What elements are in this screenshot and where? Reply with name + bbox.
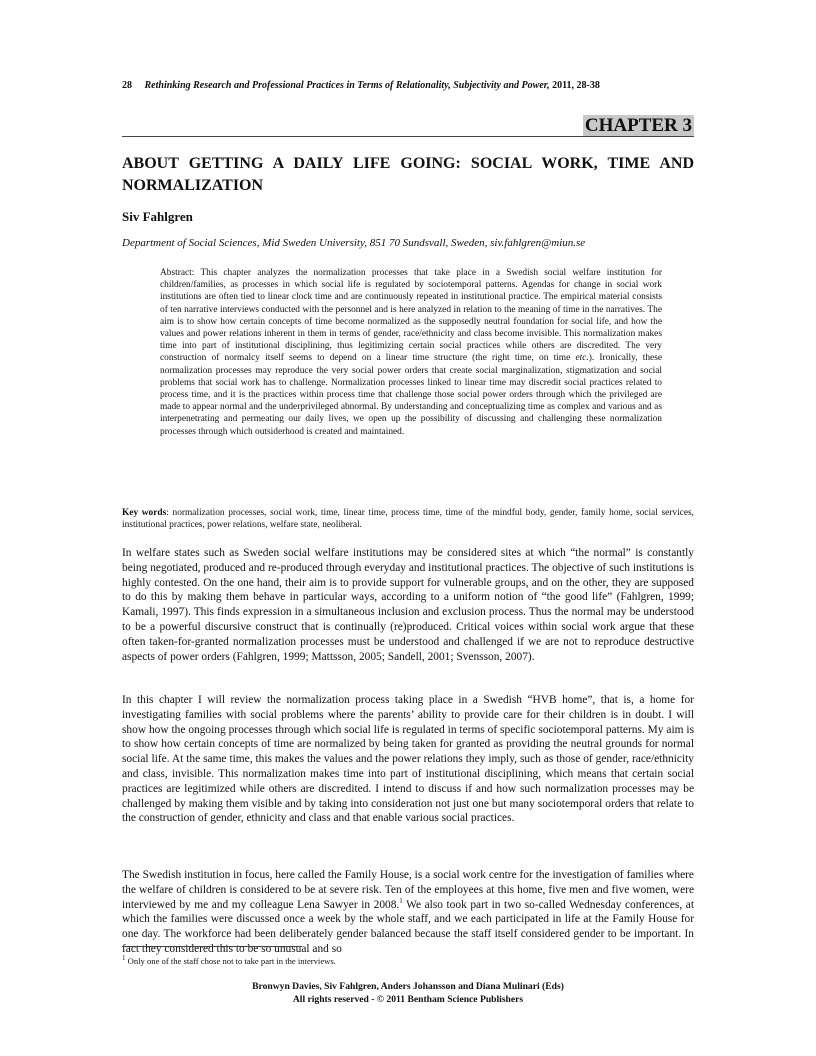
footnote — [122, 956, 336, 966]
chapter-rule — [122, 136, 694, 137]
abstract-etc: etc. — [575, 353, 589, 364]
author-affiliation: Department of Social Sciences, Mid Sweden University, 851 70 Sundsvall, Sweden, siv.fahlgren@miun.se — [122, 237, 586, 249]
chapter-label: CHAPTER 3 — [584, 115, 692, 136]
body-paragraph-1: In welfare states such as Sweden social welfare institutions may be considered sites at which “the normal” is constantly being negotiated, produced and re-produced through everyday and institutional practices. The objective of such institutions is highly contested. On the one hand, their aim is to provide support for vulnerable groups, and on the other, they are supposed to do this by making them behave in particular ways, according to a uniform notion of “the good life” (Fahlgren, 1999; Kamali, 1997). This finds expression in a simultaneous inclusion and exclusion process. Thus the normal may be understood to be a powerful discursive construct that is continually (re)produced. Critical voices within social work argue that these often taken-for-granted normalization processes must be understood and challenged if we are not to reproduce destructive aspects of power orders (Fahlgren, 1999; Mattsson, 2005; Sandell, 2001; Svensson, 2007). — [122, 547, 694, 663]
abstract-text-1: Abstract: This chapter analyzes the normalization processes that take place in a Swedish social welfare institution for children/families, as processes in which social life is regulated by sociotemporal patterns. Agendas for change in social work institutions are often tied to linear clock time and are continuously repeated in institutional practice. The empirical material consists of ten narrative interviews conducted with the personnel and is here analyzed in relation to the meaning of time in the narratives. The aim is to show how certain concepts of time become normalized as the supposedly neutral foundation for social life, and how the values and power relations inherent in them in terms of gender, race/ethnicity and class become invisible. This normalization makes time into part of institutional disciplining, thus legitimizing certain social practices while others are discredited. The very construction of normalcy itself seems to depend on a linear time structure (the right time, on time — [160, 268, 662, 364]
author-name: Siv Fahlgren — [122, 209, 193, 224]
footnote-reference[interactable]: 1 — [399, 896, 403, 905]
journal-title: Rethinking Research and Professional Practices in Terms of Relationality, Subjectivity and Power, — [144, 80, 550, 91]
journal-year-pages: 2011, 28-38 — [549, 80, 600, 91]
footer-copyright: All rights reserved - © 2011 Bentham Science Publishers — [292, 993, 524, 1005]
running-head — [122, 80, 694, 91]
footnote-rule — [122, 946, 302, 947]
footer-editors: Bronwyn Davies, Siv Fahlgren, Anders Johansson and Diana Mulinari (Eds) — [252, 981, 564, 992]
body-paragraph-2: In this chapter I will review the normalization process taking place in a Swedish “HVB home”, that is, a home for investigating families with social problems where the parents’ ability to provide care for their children is in doubt. I will show how the ongoing processes through which social life is regulated in terms of specific sociotemporal patterns. My aim is to show how certain concepts of time are normalized by being taken for granted as providing the neutral grounds for normal social life. At the same time, this makes the values and the power relations they imply, such as those of gender, race/ethnicity and class, invisible. This normalization makes time into part of institutional disciplining, which means that certain social practices are legitimized while others are discredited. I intend to discuss if and how such normalization processes may be challenged by making them visible and by taking into consideration not just one but many sociotemporal orders that relate to the construction of gender, ethnicity and class and that enable various social practices. — [122, 694, 694, 825]
article-title: ABOUT GETTING A DAILY LIFE GOING: SOCIAL WORK, TIME AND NORMALIZATION — [122, 155, 694, 194]
body-paragraph-3-text-b: We also took part in two so-called Wednesday conferences, at which the families were discussed once a week by the whole staff, and we each participated in life at the Family House for one day. The workforce had been deliberately gender balanced because the staff itself considered gender to be important. In fact they considered this to be so unusual and so — [122, 898, 694, 955]
keywords-label: Key words — [122, 508, 167, 518]
page-footer — [122, 981, 694, 1006]
abstract — [160, 267, 662, 438]
keywords-text: : normalization processes, social work, time, linear time, process time, time of the mindful body, gender, family home, social services, institutional practices, power relations, welfare state, neoliberal. — [122, 508, 694, 531]
footnote-text: Only one of the staff chose not to take part in the interviews. — [125, 956, 336, 966]
abstract-text-2: ). Ironically, these normalization processes may reproduce the very social power orders that create social marginalization, stigmatization and social problems that social work has to challenge. Normalization processes linked to linear time may discredit social practices related to process time, and it is the practices within process time that challenge those social power orders through which the privileged are made to appear normal and the underprivileged abnormal. By understanding and conceptualizing time as complex and various and as interpenetrating and permeating our daily lives, we open up the possibility of discussing and challenging these normalization processes through which outsiderhood is created and maintained. — [160, 353, 662, 437]
footnote-marker: 1 — [122, 954, 126, 963]
page-number: 28 — [122, 80, 132, 91]
keywords — [122, 507, 694, 531]
body-paragraph-3-text-a: The Swedish institution in focus, here called the Family House, is a social work centre for the investigation of families where the welfare of children is considered to be at severe risk. Ten of the employees at this home, five men and five women, were interviewed by me and my colleague Lena Sawyer in 2008. — [122, 869, 694, 911]
body-paragraph-3 — [122, 868, 694, 957]
